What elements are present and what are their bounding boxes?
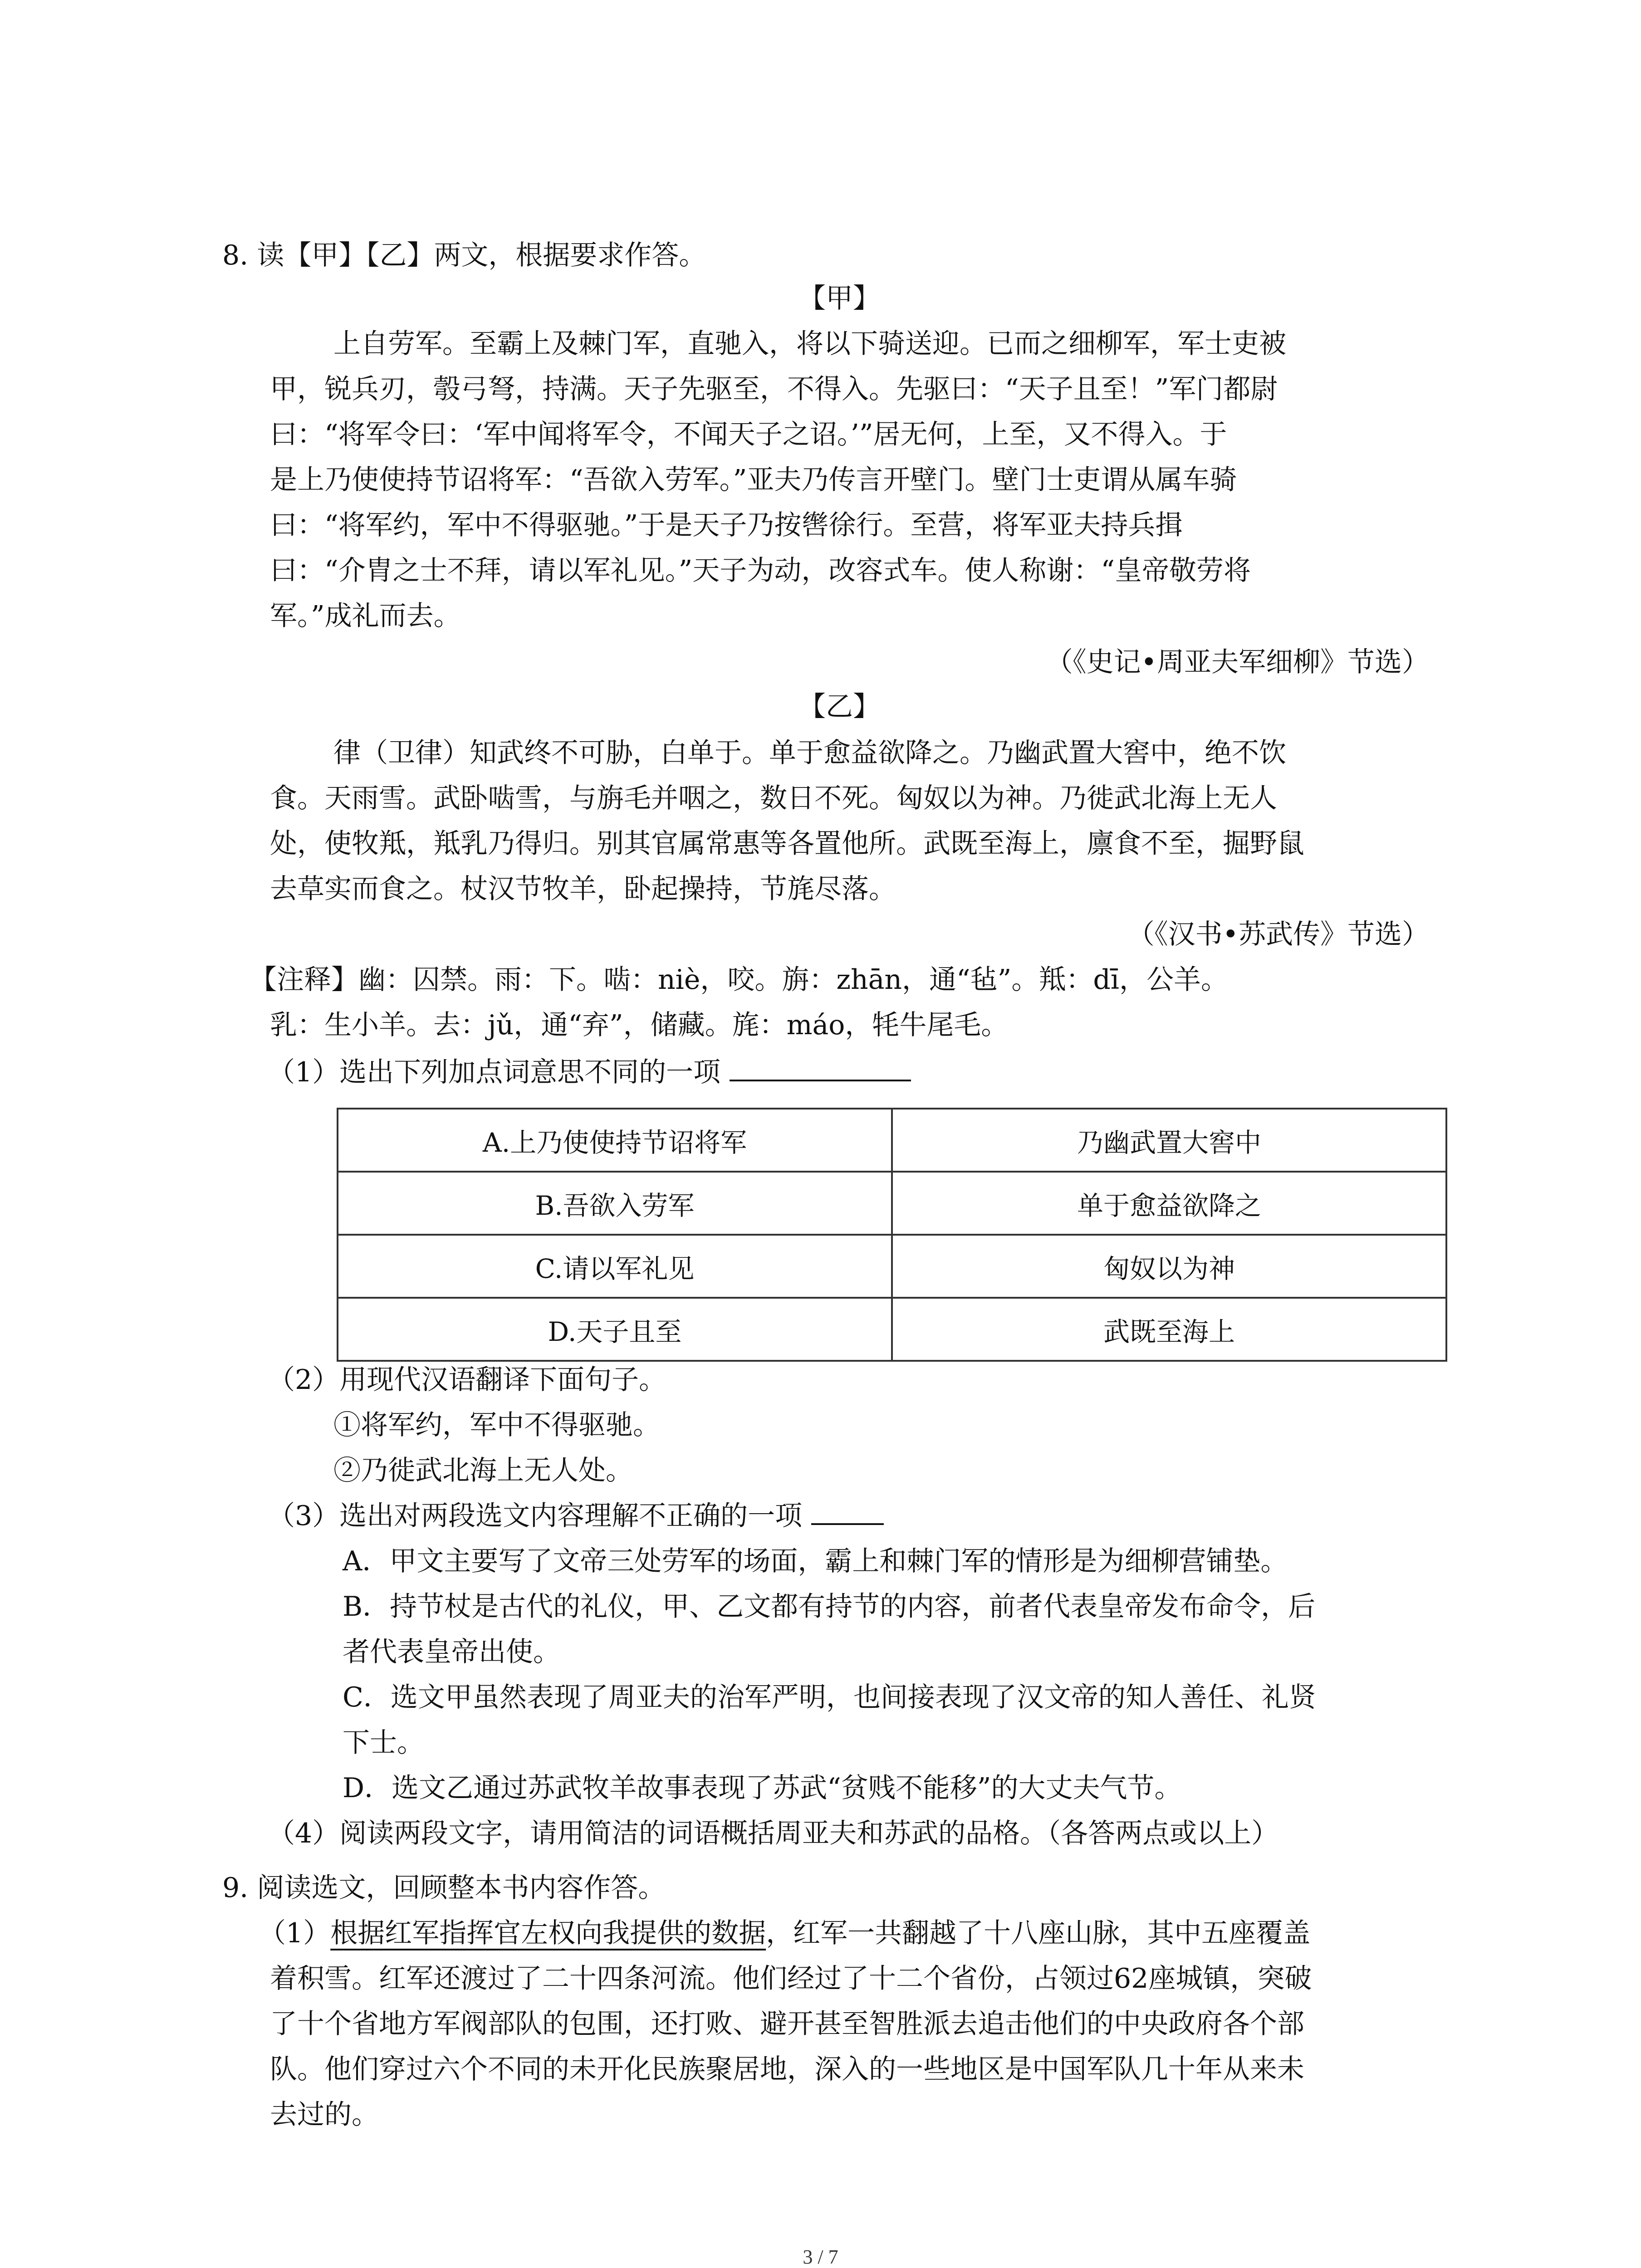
- table-row: [338, 1172, 1446, 1235]
- table-cell: C.请以军礼见: [338, 1235, 892, 1298]
- notes-line: 乳：生小羊。去：jǔ，通“弃”，储藏。旄：máo，牦牛尾毛。: [270, 1009, 1009, 1041]
- sub-question-2: （2）用现代汉语翻译下面句子。: [268, 1364, 666, 1396]
- table-cell: B.吾欲入劳军: [338, 1172, 892, 1235]
- option-line: C．选文甲虽然表现了周亚夫的治军严明，也间接表现了汉文帝的知人善任、礼贤: [343, 1681, 1316, 1713]
- jia-line: 曰：“将军约，军中不得驱驰。”于是天子乃按辔徐行。至营，将军亚夫持兵揖: [270, 509, 1183, 541]
- jia-line: 甲，锐兵刃，彀弓弩，持满。天子先驱至，不得入。先驱曰：“天子且至！”军门都尉: [270, 373, 1278, 405]
- option-line: 者代表皇帝出使。: [343, 1636, 560, 1668]
- notes-line: 【注释】幽：囚禁。雨：下。啮：niè，咬。旃：zhān，通“毡”。羝：dī，公羊。: [250, 964, 1228, 996]
- sub-question-3-text: （3）选出对两段选文内容理解不正确的一项: [268, 1500, 803, 1532]
- yi-line: 去草实而食之。杖汉节牧羊，卧起操持，节旄尽落。: [270, 873, 896, 905]
- option-line: 下士。: [343, 1727, 424, 1759]
- jia-line: 军。”成礼而去。: [270, 600, 461, 632]
- jia-source: （《史记•周亚夫军细柳》节选）: [1045, 646, 1429, 678]
- yi-line: 律（卫律）知武终不可胁，白单于。单于愈益欲降之。乃幽武置大窖中，绝不饮: [333, 737, 1286, 769]
- table-cell: 乃幽武置大窖中: [892, 1109, 1446, 1172]
- answer-blank[interactable]: [730, 1076, 911, 1081]
- table-cell: 匈奴以为神: [892, 1235, 1446, 1298]
- option-line: D．选文乙通过苏武牧羊故事表现了苏武“贫贱不能移”的大丈夫气节。: [343, 1772, 1182, 1804]
- table-row: [338, 1235, 1446, 1298]
- underlined-phrase: 根据红军指挥官左权向我提供的数据: [330, 1917, 766, 1949]
- yi-line: 食。天雨雪。武卧啮雪，与旃毛并咽之，数日不死。匈奴以为神。乃徙武北海上无人: [270, 782, 1277, 814]
- jia-line: 曰：“将军令曰：‘军中闻将军令，不闻天子之诏。’”居无何，上至，又不得入。于: [270, 419, 1227, 450]
- translate-item: ②乃徙武北海上无人处。: [333, 1455, 633, 1486]
- yi-line: 处，使牧羝，羝乳乃得归。别其官属常惠等各置他所。武既至海上，廪食不至，掘野鼠: [270, 828, 1304, 860]
- jia-line: 上自劳军。至霸上及棘门军，直驰入，将以下骑送迎。已而之细柳军，军士吏被: [333, 328, 1286, 360]
- sub-question-4: （4）阅读两段文字，请用简洁的词语概括周亚夫和苏武的品格。（各答两点或以上）: [268, 1818, 1279, 1849]
- table-cell: 武既至海上: [892, 1298, 1446, 1361]
- table-row: [338, 1298, 1446, 1361]
- q9-paragraph-first-line: [259, 1917, 1311, 1949]
- para-text: ，红军一共翻越了十八座山脉，其中五座覆盖: [766, 1917, 1311, 1949]
- option-line: B．持节杖是古代的礼仪，甲、乙文都有持节的内容，前者代表皇帝发布命令，后: [343, 1591, 1316, 1623]
- table-cell: A.上乃使使持节诏将军: [338, 1109, 892, 1172]
- question-9-title: 9. 阅读选文，回顾整本书内容作答。: [222, 1872, 666, 1904]
- translate-item: ①将军约，军中不得驱驰。: [333, 1409, 660, 1441]
- q9-paragraph-line: 队。他们穿过六个不同的未开化民族聚居地，深入的一些地区是中国军队几十年从来未: [270, 2053, 1304, 2085]
- sub-question-3: [268, 1502, 884, 1530]
- jia-line: 是上乃使使持节诏将军：“吾欲入劳军。”亚夫乃传言开壁门。壁门士吏谓从属车骑: [270, 464, 1237, 496]
- sub-question-1: [268, 1056, 911, 1088]
- jia-heading: 【甲】: [798, 283, 880, 314]
- page-number: 3 / 7: [803, 2246, 838, 2268]
- jia-line: 曰：“介胄之士不拜，请以军礼见。”天子为动，改容式车。使人称谢：“皇帝敬劳将: [270, 555, 1251, 587]
- yi-source: （《汉书•苏武传》节选）: [1127, 919, 1429, 950]
- para-prefix: （1）: [259, 1917, 331, 1949]
- q9-paragraph-line: 着积雪。红军还渡过了二十四条河流。他们经过了十二个省份，占领过62座城镇，突破: [270, 1963, 1312, 1994]
- option-line: A．甲文主要写了文帝三处劳军的场面，霸上和棘门军的情形是为细柳营铺垫。: [343, 1545, 1288, 1577]
- yi-heading: 【乙】: [798, 691, 880, 723]
- q9-paragraph-line: 去过的。: [270, 2099, 379, 2131]
- options-table: [337, 1108, 1447, 1362]
- q9-paragraph-line: 了十个省地方军阀部队的包围，还打败、避开甚至智胜派去追击他们的中央政府各个部: [270, 2008, 1304, 2040]
- question-8-title: 8. 读【甲】【乙】两文，根据要求作答。: [222, 240, 706, 271]
- table-cell: 单于愈益欲降之: [892, 1172, 1446, 1235]
- sub-question-1-text: （1）选出下列加点词意思不同的一项: [268, 1056, 721, 1088]
- table-cell: D.天子且至: [338, 1298, 892, 1361]
- answer-blank[interactable]: [811, 1520, 884, 1525]
- table-row: [338, 1109, 1446, 1172]
